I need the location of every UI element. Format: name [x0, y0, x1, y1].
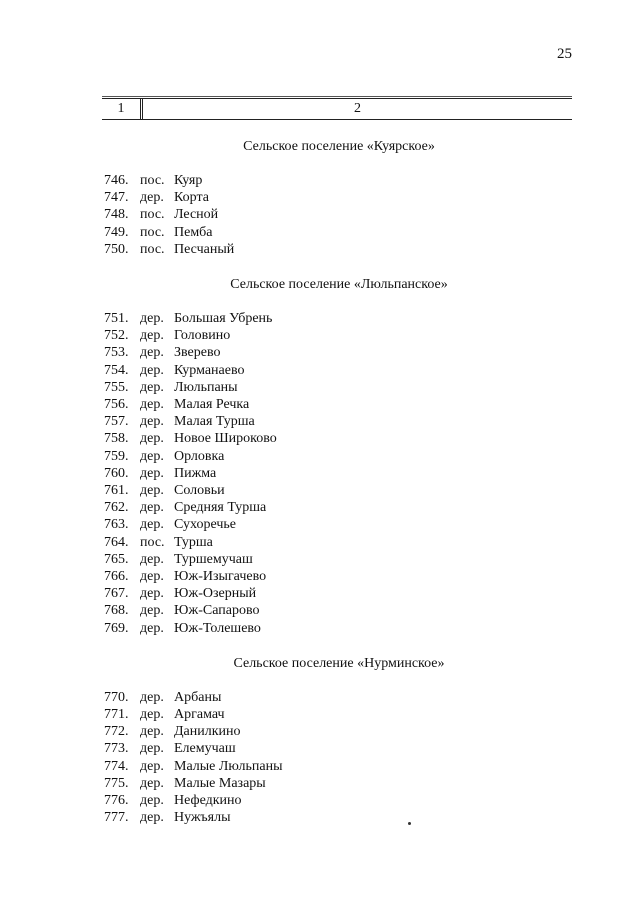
settlement-type: дер. — [140, 793, 164, 809]
list-item — [104, 344, 574, 361]
settlement-name: Юж-Толешево — [174, 620, 261, 636]
settlement-type: дер. — [140, 707, 164, 723]
item-number: 760. — [104, 465, 129, 481]
settlement-type: дер. — [140, 586, 164, 602]
settlement-name: Юж-Озерный — [174, 586, 257, 602]
item-number: 766. — [104, 569, 129, 585]
list-item — [104, 241, 574, 258]
list-item — [104, 482, 574, 499]
settlement-name: Данилкино — [174, 724, 241, 740]
item-number: 770. — [104, 689, 129, 705]
list-item — [104, 620, 574, 637]
list-item — [104, 224, 574, 241]
list-item — [104, 465, 574, 482]
list-item — [104, 396, 574, 413]
item-number: 774. — [104, 758, 129, 774]
settlement-name: Лесной — [174, 207, 219, 223]
settlement-type: дер. — [140, 414, 164, 430]
settlement-name: Курманаево — [174, 362, 245, 378]
item-number: 764. — [104, 534, 129, 550]
list-item — [104, 723, 574, 740]
list-item — [104, 740, 574, 757]
item-number: 747. — [104, 190, 129, 206]
item-number: 775. — [104, 775, 129, 791]
settlement-section — [104, 138, 574, 258]
settlement-name: Средняя Турша — [174, 500, 267, 516]
item-number: 746. — [104, 173, 129, 188]
section-title: Сельское поселение «Нурминское» — [233, 655, 445, 671]
list-item — [104, 448, 574, 465]
settlement-name: Нужъялы — [174, 810, 231, 826]
list-item — [104, 602, 574, 619]
list-item — [104, 499, 574, 516]
settlement-type: дер. — [140, 603, 164, 619]
scan-speck — [408, 822, 411, 825]
item-number: 758. — [104, 431, 129, 447]
item-number: 750. — [104, 241, 129, 257]
section-title: Сельское поселение «Люльпанское» — [230, 277, 448, 293]
settlement-name: Соловьи — [174, 483, 225, 499]
settlement-name: Малые Люльпаны — [174, 758, 283, 774]
list-item — [104, 534, 574, 551]
header-top-rule — [102, 96, 572, 97]
settlement-type: дер. — [140, 500, 164, 516]
item-number: 749. — [104, 224, 129, 240]
item-number: 755. — [104, 379, 129, 395]
list-item — [104, 172, 574, 189]
settlement-name: Орловка — [174, 448, 225, 464]
settlement-name: Новое Широково — [174, 431, 277, 447]
settlement-type: дер. — [140, 620, 164, 636]
settlement-name: Корта — [174, 190, 209, 206]
item-number: 765. — [104, 551, 129, 567]
settlement-section — [104, 655, 574, 827]
item-number: 772. — [104, 724, 129, 740]
list-item — [104, 206, 574, 223]
settlement-type: дер. — [140, 724, 164, 740]
settlement-name: Аргамач — [174, 707, 225, 723]
list-item — [104, 758, 574, 775]
settlement-name: Люльпаны — [174, 379, 238, 395]
settlement-list — [104, 172, 574, 258]
settlement-name: Пижма — [174, 465, 217, 481]
item-number: 768. — [104, 603, 129, 619]
settlement-type: дер. — [140, 190, 164, 206]
settlement-type: дер. — [140, 345, 164, 361]
list-item — [104, 551, 574, 568]
settlement-type: дер. — [140, 569, 164, 585]
list-item — [104, 189, 574, 206]
item-number: 748. — [104, 207, 129, 223]
column-2-header: 2 — [142, 99, 572, 119]
settlement-type: дер. — [140, 775, 164, 791]
item-number: 752. — [104, 328, 129, 344]
settlement-type: пос. — [140, 224, 165, 240]
settlement-type: дер. — [140, 810, 164, 826]
column-1-header: 1 — [102, 99, 141, 119]
settlement-type: пос. — [140, 173, 165, 188]
settlement-name: Турша — [174, 534, 213, 550]
list-item — [104, 362, 574, 379]
item-number: 756. — [104, 397, 129, 413]
settlement-type: дер. — [140, 741, 164, 757]
list-item — [104, 689, 574, 706]
settlement-type: дер. — [140, 448, 164, 464]
settlement-list — [104, 310, 574, 637]
settlement-type: дер. — [140, 551, 164, 567]
settlement-type: пос. — [140, 207, 165, 223]
settlement-type: дер. — [140, 311, 164, 327]
table-header — [102, 98, 572, 120]
list-item — [104, 585, 574, 602]
settlement-name: Зверево — [174, 345, 221, 361]
settlement-name: Елемучаш — [174, 741, 236, 757]
item-number: 773. — [104, 741, 129, 757]
item-number: 769. — [104, 620, 129, 636]
settlement-name: Куяр — [174, 173, 203, 188]
item-number: 759. — [104, 448, 129, 464]
settlement-name: Пемба — [174, 224, 213, 240]
settlement-type: дер. — [140, 689, 164, 705]
settlement-type: дер. — [140, 517, 164, 533]
settlement-name: Юж-Сапарово — [174, 603, 260, 619]
item-number: 753. — [104, 345, 129, 361]
settlement-name: Арбаны — [174, 689, 222, 705]
list-item — [104, 379, 574, 396]
item-number: 767. — [104, 586, 129, 602]
section-title: Сельское поселение «Куярское» — [243, 139, 435, 154]
list-item — [104, 568, 574, 585]
settlement-name: Малые Мазары — [174, 775, 266, 791]
settlement-type: дер. — [140, 397, 164, 413]
settlement-type: дер. — [140, 328, 164, 344]
settlement-name: Головино — [174, 328, 231, 344]
settlement-name: Большая Убрень — [174, 311, 273, 327]
settlement-name: Песчаный — [174, 241, 235, 257]
item-number: 777. — [104, 810, 129, 826]
settlement-type: дер. — [140, 483, 164, 499]
item-number: 763. — [104, 517, 129, 533]
item-number: 761. — [104, 483, 129, 499]
settlement-type: дер. — [140, 758, 164, 774]
list-item — [104, 775, 574, 792]
settlement-type: пос. — [140, 241, 165, 257]
item-number: 776. — [104, 793, 129, 809]
item-number: 757. — [104, 414, 129, 430]
settlement-name: Юж-Изыгачево — [174, 569, 267, 585]
list-item — [104, 516, 574, 533]
settlement-list — [104, 689, 574, 827]
list-item — [104, 792, 574, 809]
settlement-name: Малая Речка — [174, 397, 250, 413]
list-item — [104, 310, 574, 327]
list-item — [104, 413, 574, 430]
settlement-name: Малая Турша — [174, 414, 255, 430]
settlement-type: дер. — [140, 379, 164, 395]
item-number: 762. — [104, 500, 129, 516]
settlement-type: дер. — [140, 431, 164, 447]
settlement-type: дер. — [140, 465, 164, 481]
settlement-name: Туршемучаш — [174, 551, 253, 567]
list-item — [104, 430, 574, 447]
list-item — [104, 706, 574, 723]
page-number: 25 — [557, 46, 572, 62]
list-item — [104, 327, 574, 344]
settlement-name: Сухоречье — [174, 517, 236, 533]
item-number: 751. — [104, 311, 129, 327]
settlement-type: пос. — [140, 534, 165, 550]
document-content — [104, 138, 574, 845]
item-number: 771. — [104, 707, 129, 723]
settlement-section — [104, 276, 574, 637]
list-item — [104, 809, 574, 826]
settlement-name: Нефедкино — [174, 793, 242, 809]
settlement-type: дер. — [140, 362, 164, 378]
item-number: 754. — [104, 362, 129, 378]
